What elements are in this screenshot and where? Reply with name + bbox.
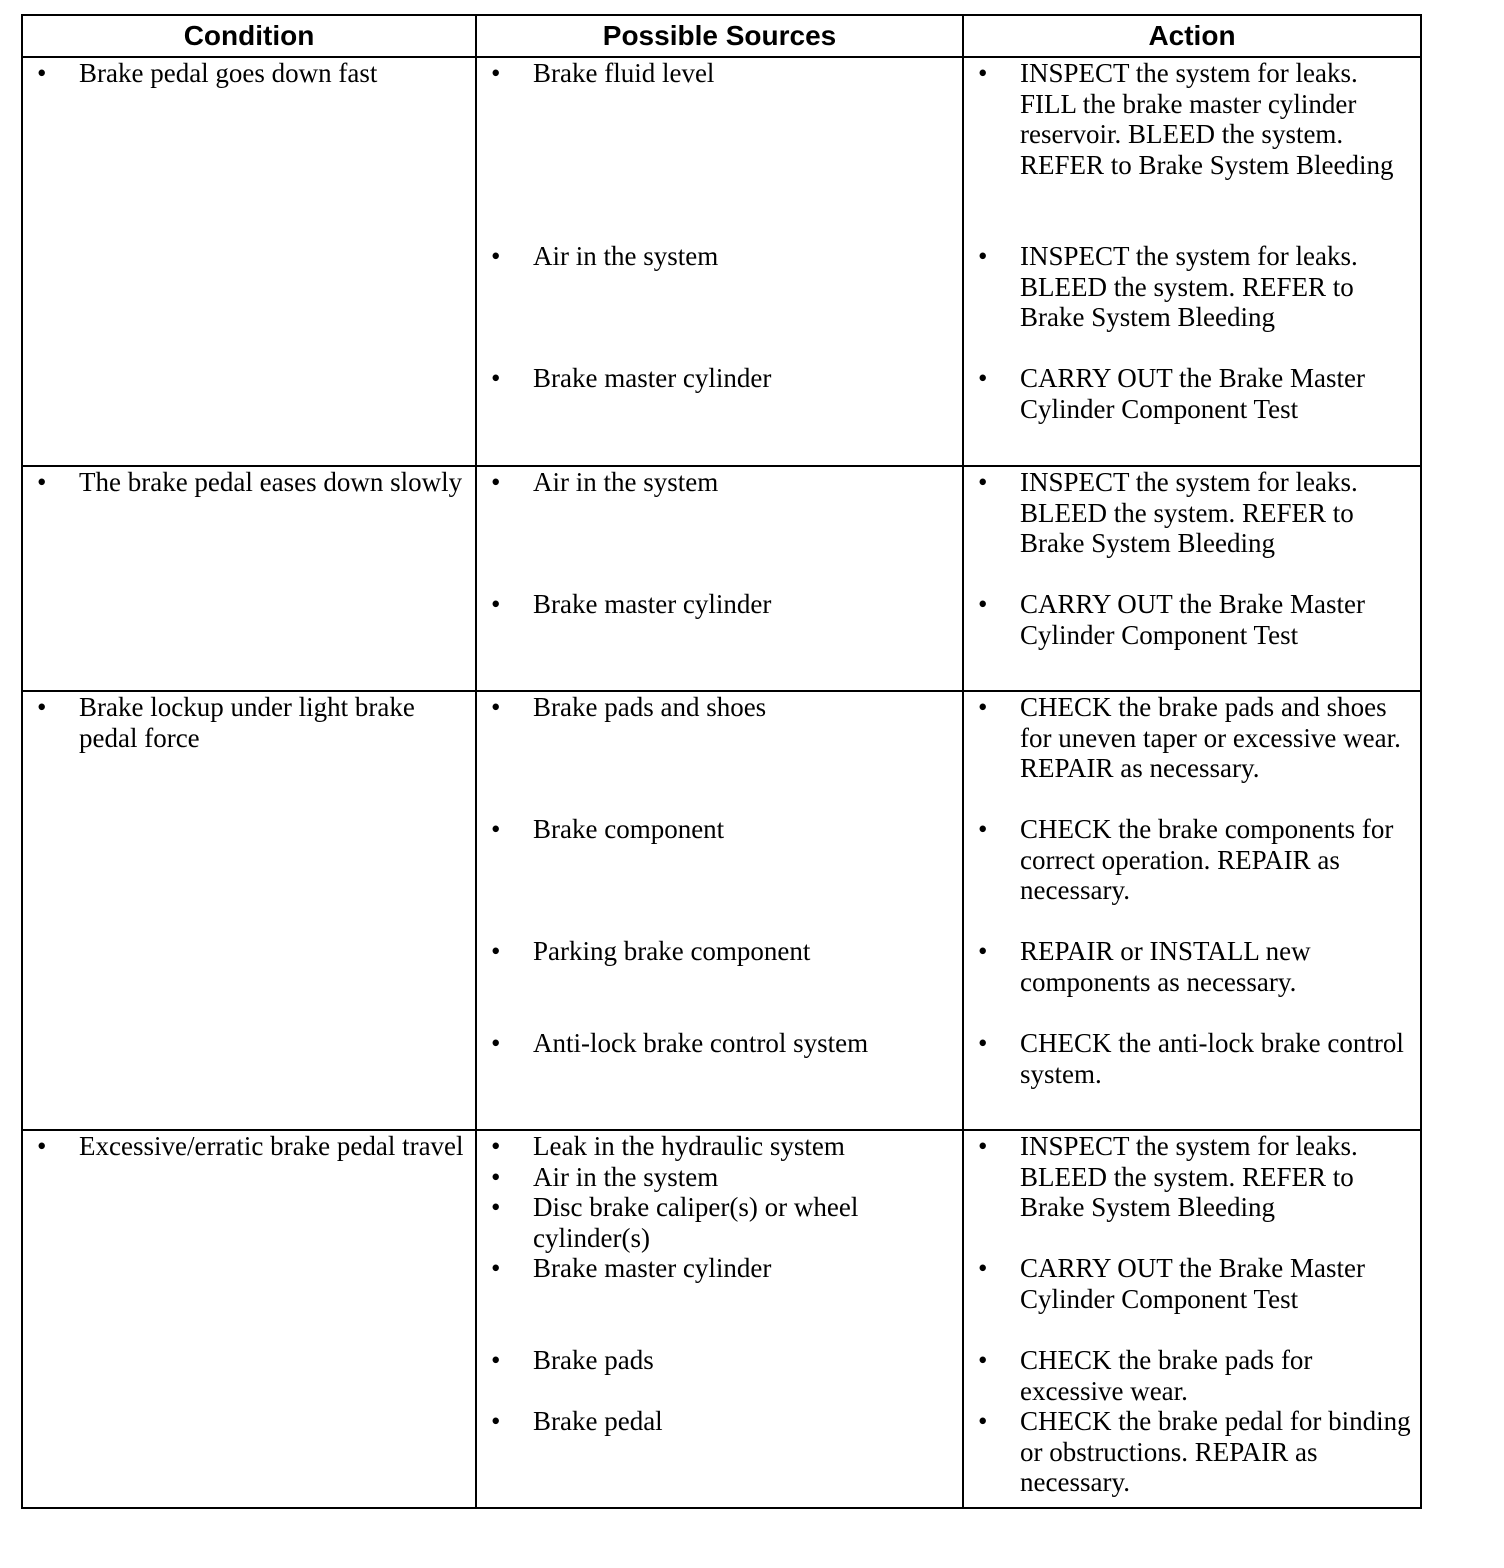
condition-item: • Excessive/erratic brake pedal travel (37, 1131, 464, 1161)
action-item: • CHECK the brake pads and shoes for uneven taper or excessive wear. REPAIR as necessary. (978, 692, 1401, 783)
action-cell (963, 57, 1421, 466)
table-row (22, 466, 1421, 691)
action-item: • CARRY OUT the Brake Master Cylinder Component Test (978, 1253, 1365, 1314)
table-row (22, 57, 1421, 466)
action-cell (963, 466, 1421, 691)
header-condition: Condition (22, 15, 476, 57)
source-item: • Air in the system (491, 1161, 719, 1192)
action-item: • CHECK the brake pedal for binding or obstructions. REPAIR as necessary. (978, 1406, 1411, 1497)
header-possible-sources: Possible Sources (476, 15, 963, 57)
action-cell (963, 1130, 1421, 1508)
sources-cell (476, 691, 963, 1130)
sources-cell (476, 466, 963, 691)
source-item: • Brake component (491, 814, 725, 844)
action-item: • INSPECT the system for leaks. BLEED the system. REFER to Brake System Bleeding (978, 467, 1358, 558)
sources-cell (476, 1130, 963, 1508)
source-item: • Brake pads and shoes (491, 692, 767, 722)
source-item: • Brake pedal (491, 1406, 663, 1436)
source-item: • Brake master cylinder (491, 363, 772, 393)
source-item: • Air in the system (491, 467, 719, 497)
header-action: Action (963, 15, 1421, 57)
condition-cell (22, 691, 476, 1130)
action-item: • CARRY OUT the Brake Master Cylinder Component Test (978, 363, 1365, 424)
header-row (22, 15, 1421, 57)
source-item: • Brake master cylinder (491, 589, 772, 619)
action-item: • CARRY OUT the Brake Master Cylinder Component Test (978, 589, 1365, 650)
action-item: • INSPECT the system for leaks. BLEED the system. REFER to Brake System Bleeding (978, 241, 1358, 332)
condition-cell (22, 466, 476, 691)
action-item: • CHECK the brake components for correct operation. REPAIR as necessary. (978, 814, 1394, 905)
source-item: • Air in the system (491, 241, 719, 271)
condition-item: • Brake pedal goes down fast (37, 58, 378, 88)
source-item: • Brake pads (491, 1345, 654, 1375)
source-item: • Leak in the hydraulic system (491, 1131, 845, 1161)
source-item: • Anti-lock brake control system (491, 1028, 869, 1058)
source-item: • Disc brake caliper(s) or wheel cylinder(s) (491, 1192, 859, 1253)
action-item: • INSPECT the system for leaks. BLEED the system. REFER to Brake System Bleeding (978, 1131, 1358, 1222)
condition-item: • The brake pedal eases down slowly (37, 467, 463, 497)
action-item: • INSPECT the system for leaks. FILL the brake master cylinder reservoir. BLEED the system. REFER to Brake System Bleeding (978, 58, 1394, 180)
source-item: • Brake fluid level (491, 58, 715, 88)
action-item: • CHECK the brake pads for excessive wear. (978, 1345, 1313, 1406)
condition-item: • Brake lockup under light brake pedal force (37, 692, 415, 753)
table-row (22, 1130, 1421, 1508)
condition-cell (22, 57, 476, 466)
condition-cell (22, 1130, 476, 1508)
action-cell (963, 691, 1421, 1130)
action-item: • REPAIR or INSTALL new components as necessary. (978, 936, 1311, 997)
source-item: • Brake master cylinder (491, 1253, 772, 1283)
diagnosis-table (21, 14, 1422, 1509)
source-item: • Parking brake component (491, 936, 811, 966)
table-row (22, 691, 1421, 1130)
sources-cell (476, 57, 963, 466)
action-item: • CHECK the anti-lock brake control system. (978, 1028, 1404, 1089)
